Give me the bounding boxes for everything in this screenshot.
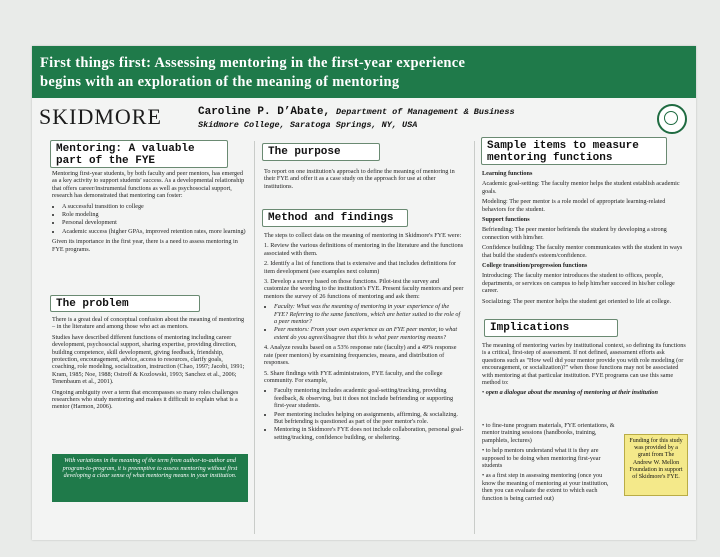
purpose-paragraph: To report on one institution's approach to define the meaning of mentoring in their FYE and offer it as a case study on the approach for use at other institutions. [264, 168, 455, 190]
problem-paragraph-1: There is a great deal of conceptual confusion about the meaning of mentoring – in the literature and among those who act as mentors. [52, 316, 245, 331]
samples-section-body [482, 168, 688, 308]
method-step-5: 5. Share findings with FYE administrators, FYE faculty, and the college community. For example, [264, 369, 443, 384]
title-line-1: First things first: Assessing mentoring in the first-year experience [40, 55, 466, 71]
column-divider [474, 141, 475, 534]
method-findings-list [264, 387, 464, 441]
implications-bullet-4: • as a first step in assessing mentoring (once you know the meaning of mentoring at your institution, then you can evaluate the extent to which each function is being carried out) [482, 472, 609, 502]
purpose-section-header: The purpose [262, 143, 380, 161]
author-department: Department of Management & Business [336, 107, 515, 117]
implications-section-header: Implications [484, 319, 618, 337]
method-step-4: 4. Analyze results based on a 53% response rate (faculty) and a 49% response rate (peer mentors) by examining frequencies, means, and distribution of responses. [264, 344, 457, 367]
implications-paragraph: The meaning of mentoring varies by institutional context, so defining its functions is a critical, first-step of assessment. If not defined, assessment efforts ask questions such as "How well did your mentor provide you with role modeling (or encouragement, or socialization)?" when those functions may not be associated with mentoring at that particular institution. FYE programs can use this same method to: [482, 342, 686, 387]
mentoring-paragraph-2: Given its importance in the first year, there is a need to assess mentoring in FYE programs. [52, 238, 238, 253]
implications-bullet-2: • to fine-tune program materials, FYE orientations, & mentor training sessions (handbooks, training, pamphlets, lectures) [482, 422, 615, 444]
poster [32, 46, 696, 540]
mentoring-section-header: Mentoring: A valuable part of the FYE [50, 140, 228, 168]
mentoring-benefits-list [52, 203, 248, 236]
title-line-2: begins with an exploration of the meaning of mentoring [40, 74, 400, 90]
mentoring-paragraph-1: Mentoring first-year students, by both faculty and peer mentors, has emerged as a key activity to support students' success. As a developmental relationship that offers career/instrumental functions as well as psychosocial support, research has demonstrated that mentoring can foster: [52, 170, 245, 200]
college-seal-icon [657, 104, 687, 134]
author-affiliation: Skidmore College, Saratoga Springs, NY, USA [198, 120, 418, 130]
sample-item: Academic goal-setting: The faculty mentor helps the student establish academic goals. [482, 180, 680, 195]
learning-functions-title: Learning functions [482, 170, 533, 177]
list-item: • Faculty mentoring includes academic goal-setting/tracking, providing feedback, & observing, but it does not include befriending or supporting first-year students. [274, 387, 464, 409]
method-step-1: 1. Review the various definitions of mentoring in the literature and the functions associated with them. [264, 242, 464, 257]
implications-bullet-3-text: to help mentors understand what it is they are supposed to be doing when mentoring first-year students [482, 447, 601, 470]
method-questions-list [264, 303, 464, 341]
implications-bullet-1: • open a dialogue about the meaning of mentoring at their institution [482, 389, 658, 397]
sample-item: Confidence building: The faculty mentor communicates with the student in ways that build the student's esteem/confidence. [482, 244, 683, 259]
support-functions-title: Support functions [482, 216, 530, 224]
problem-section-header: The problem [50, 295, 200, 312]
implications-bullets [482, 422, 616, 505]
problem-section-body [52, 316, 248, 414]
skidmore-logo: SKIDMORE [39, 104, 162, 129]
list-item: • Academic success (higher GPAs, improved retention rates, more learning) [62, 228, 248, 235]
funding-note: Funding for this study was provided by a grant from The Andrew W. Mellon Foundation in support of Skidmore's FYE. [624, 434, 688, 496]
list-item: • Personal development [62, 219, 248, 226]
list-item: • Mentoring in Skidmore's FYE does not include collaboration, personal goal-setting/tracking, confidence building, or sheltering. [274, 426, 464, 441]
method-section-header: Method and findings [262, 209, 408, 227]
problem-paragraph-2: Studies have described different functions of mentoring including career development, psychosocial support, sharing expertise, providing direction, building competence, skill development, giving feedback, friendship, protection, encouragement, advice, access to resources, clarify goals, coaching, role modeling, socialization, instruction (Chao, 1997; Jacobi, 1991; Kram, 1985; Noe, 1988; Ostroff & Kozlowski, 1993; Sanchez et al., 2006; Tenenbaum et al., 2001). [52, 333, 245, 386]
problem-callout: With variations in the meaning of the term from author-to-author and program-to-program, it is preemptive to assess mentoring without first developing a clear sense of what mentoring means in your institution. [52, 454, 248, 502]
method-step-3: 3. Develop a survey based on those functions. Pilot-test the survey and customize the wording to the institution's FYE. Present faculty mentors and peer mentors the survey of 26 functions of mentoring and ask them: [264, 278, 464, 300]
implications-bullet-2-text: to fine-tune program materials, FYE orientations, & mentor training sessions (handbooks, training, pamphlets, lectures) [482, 422, 615, 444]
list-item: • Role modeling [62, 211, 248, 218]
sample-item: Introducing: The faculty mentor introduces the student to offices, people, departments, or services on campus to help him/her succeed in his/her college career. [482, 272, 675, 295]
author-block [198, 106, 515, 132]
list-item: • A successful transition to college [62, 203, 248, 210]
list-item: • Faculty: What was the meaning of mentoring in your experience of the FYE? Referring to the same functions, which are better suited to the role of a peer mentor? [274, 303, 464, 325]
method-intro: The steps to collect data on the meaning of mentoring in Skidmore's FYE were: [264, 232, 462, 239]
implications-section-body [482, 342, 688, 400]
author-name: Caroline P. D’Abate, [198, 106, 331, 118]
title-banner [32, 46, 696, 98]
method-step-2: 2. Identify a list of functions that is extensive and that includes definitions for item development (see examples next column) [264, 260, 457, 275]
sample-item: Socializing: The peer mentor helps the student get oriented to life at college. [482, 297, 672, 305]
list-item: • Peer mentoring includes helping on assignments, affirming, & socializing. But befriending is questioned as part of the peer mentor's role. [274, 411, 464, 426]
column-divider [254, 141, 255, 534]
transition-functions-title: College transition/progression functions [482, 262, 588, 270]
implications-bullet-3: • to help mentors understand what it is they are supposed to be doing when mentoring first-year students [482, 447, 601, 470]
purpose-section-body [264, 168, 464, 193]
implications-bullet-4-text: as a first step in assessing mentoring (once you know the meaning of mentoring at your institution, then you can evaluate the extent to which each function is being carried out) [482, 472, 609, 502]
mentoring-section-body [52, 170, 248, 256]
problem-paragraph-3: Ongoing ambiguity over a term that encompasses so many roles challenges researchers who study mentoring and makes it difficult to explain what is a mentor (Harmon, 2006). [52, 388, 239, 411]
method-section-body [264, 232, 464, 444]
implications-bullet-1-text: open a dialogue about the meaning of mentoring at their institution [485, 389, 658, 397]
sample-item: Modeling: The peer mentor is a role model of appropriate learning-related behaviors for the student. [482, 198, 666, 213]
samples-section-header: Sample items to measure mentoring functions [481, 137, 667, 165]
list-item: • Peer mentors: From your own experience as an FYE peer mentor, to what extent do you agree/disagree that this is what peer mentoring means? [274, 326, 464, 341]
sample-item: Befriending: The peer mentor befriends the student by developing a strong connection with him/her. [482, 226, 667, 241]
